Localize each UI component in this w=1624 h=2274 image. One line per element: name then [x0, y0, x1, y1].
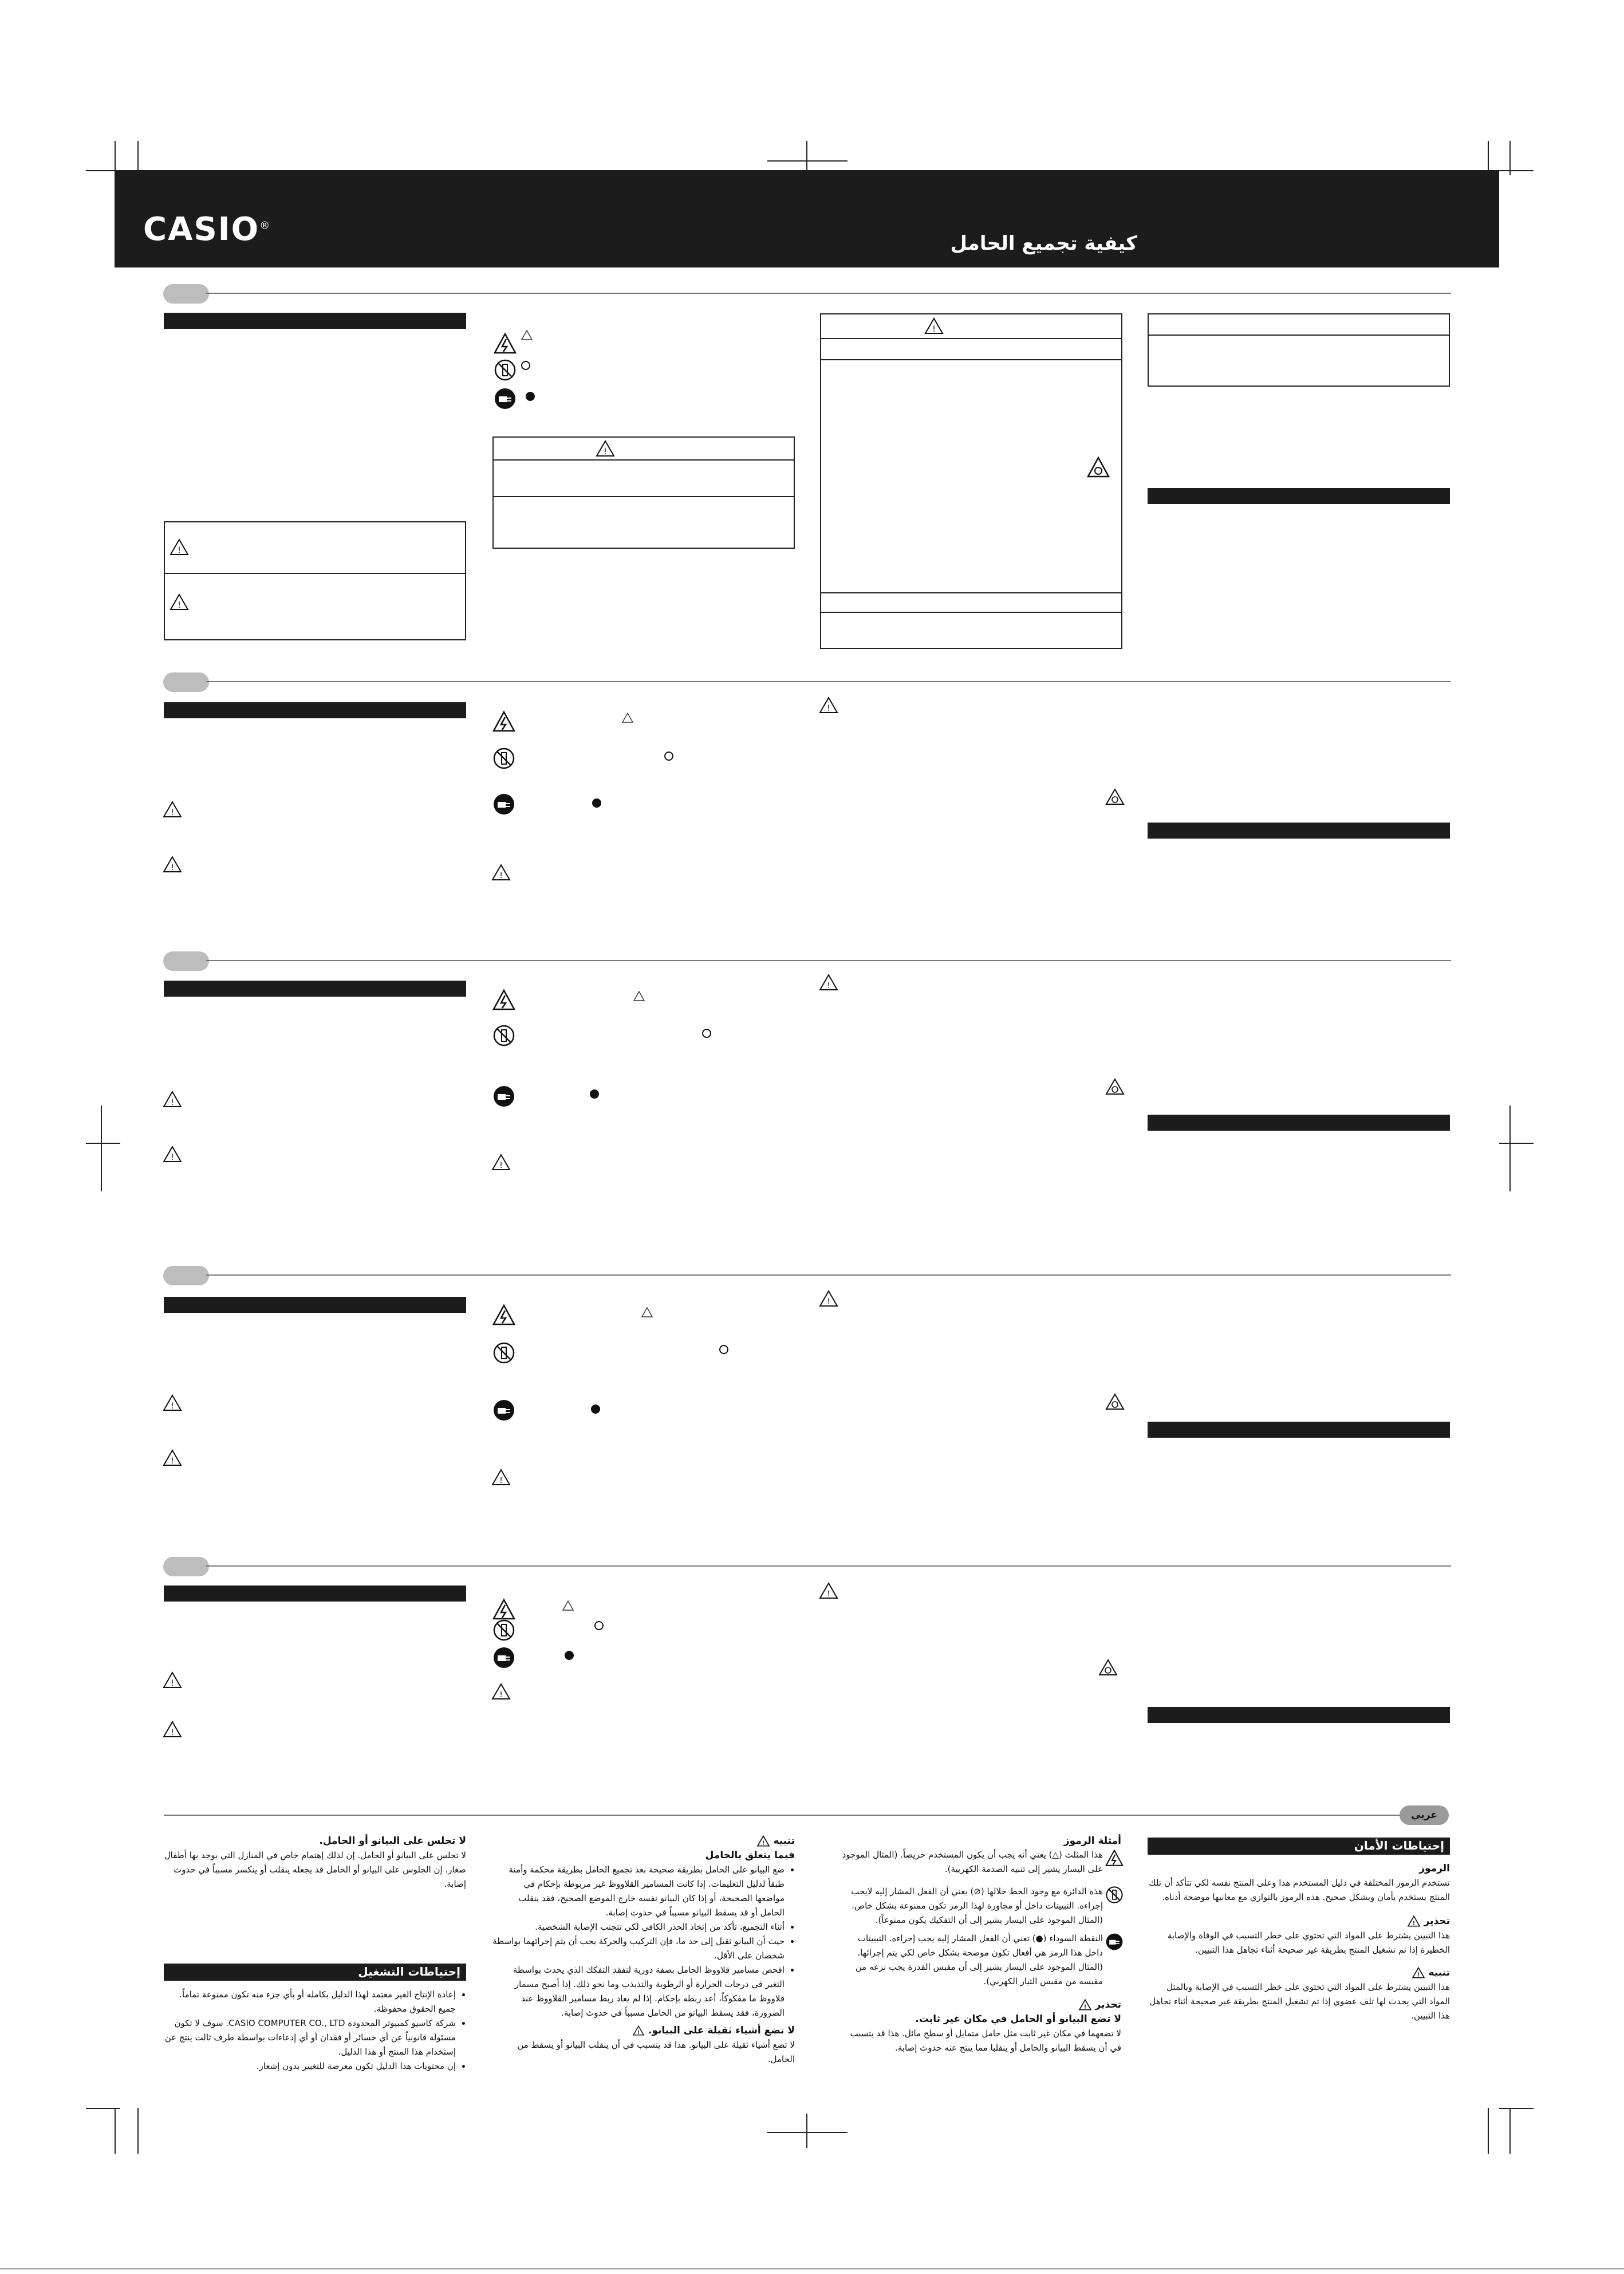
- notice-box: [1148, 313, 1450, 387]
- list-item: • شركة كاسيو كمبيوتر المحدودة CASIO COMPUTER CO., LTD. سوف لا تكون مسئولة قانونياً عن أي خسائر أو فقدان أو أي إدعاءات بواسطة طرف ثالث ينتج عن إستخدام هذا المنتج أو هذا الدليل.: [164, 2016, 456, 2059]
- stand-heading: فيما يتعلق بالحامل: [705, 1850, 795, 1861]
- svg-text:!: !: [171, 1457, 174, 1466]
- mandatory-dot-icon: [591, 1404, 600, 1414]
- caution-text: هذا التبيين يشترط على المواد التي تحتوي على خطر التسبب في الإصابة وبالمثل المواد التي يحدث لها تلف عضوي إذا تم تشغيل المنتج بطريقة غير صحيحة أثناء تجاهل هذا التبيين.: [1149, 1982, 1450, 2021]
- svg-text:!: !: [499, 1161, 503, 1170]
- hand-pinch-icon: [1105, 788, 1125, 805]
- list-item: • إعادة الإنتاج الغير معتمد لهذا الدليل بكامله أو بأي جزء منه تكون ممنوعة تماماً. جميع الحقوق محفوظة.: [164, 1988, 456, 2016]
- warning-triangle-icon: [622, 713, 633, 723]
- unplug-icon: [494, 387, 517, 410]
- hand-pinch-icon: [1087, 456, 1110, 479]
- example-3: النقطة السوداء (●) تعني أن الفعل المشار إليه يجب إجراءه. التبيينات داخل هذا الرمز هي أفعال تكون موضحة بشكل خاص لكي يتم إجرائها. (المثال الموجود على اليسار يشير إلى أن مقبس القدرة يجب نزعه من مقبسه من مقبس التيار الكهربي).: [855, 1933, 1103, 1986]
- svg-text:!: !: [932, 325, 936, 334]
- crop-mark: [1488, 2108, 1489, 2154]
- crop-mark: [806, 2114, 807, 2148]
- section-heading-bar: [1148, 1115, 1450, 1131]
- examples-heading: أمثلة الرموز: [1063, 1835, 1121, 1847]
- electric-shock-icon: [1105, 1849, 1124, 1867]
- svg-text:!: !: [171, 863, 174, 872]
- warning-triangle-icon: [163, 1449, 182, 1466]
- unplug-icon: [1105, 1933, 1124, 1951]
- section-pill: [163, 1557, 209, 1576]
- warning-triangle-icon: [1078, 1999, 1092, 2011]
- svg-text:!: !: [637, 2029, 640, 2035]
- section-heading-bar: [164, 1297, 466, 1313]
- electric-shock-icon: [492, 1304, 515, 1327]
- section-heading-bar: [164, 1585, 466, 1602]
- section-pill: [163, 672, 209, 692]
- warning-triangle-icon: [163, 1091, 182, 1108]
- crop-mark: [1499, 170, 1534, 171]
- list-item: • حيث أن البيانو ثقيل إلى حد ما، فإن التركيب والحركة يجب أن يتم إجرائهما بواسطة شخصان على الأقل.: [492, 1934, 785, 1963]
- warning-triangle-icon: [1412, 1967, 1425, 1978]
- hand-pinch-icon: [1105, 1393, 1125, 1410]
- section-divider: [206, 293, 1451, 294]
- prohibition-icon: [702, 1029, 711, 1038]
- document-title: كيفية تجميع الحامل: [950, 232, 1137, 255]
- crop-mark: [1509, 2108, 1511, 2154]
- svg-text:!: !: [171, 808, 174, 817]
- warning-triangle-icon: [819, 697, 838, 714]
- unstable-heading: لا تضع البيانو أو الحامل في مكان غير ثابت.: [915, 2013, 1121, 2025]
- section-pill: [163, 284, 209, 304]
- example-2: هذه الدائرة مع وجود الخط خلالها (⊘) يعني أن الفعل المشار إليه لايجب إجراءه. التبيينات داخل أو مجاورة لهذا الرمز تكون ممنوعة بشكل خاص. (المثال الموجود على اليسار يشير إلى أن التفكيك يكون ممنوعاً).: [851, 1886, 1103, 1925]
- caution2-heading: تنبيه !: [492, 1834, 795, 1848]
- unplug-icon: [492, 793, 515, 816]
- warning-triangle-icon: [819, 1290, 838, 1307]
- svg-text:!: !: [604, 447, 607, 457]
- svg-text:!: !: [762, 1840, 764, 1847]
- svg-text:!: !: [1412, 1920, 1415, 1927]
- section-heading-bar: [1148, 1707, 1450, 1723]
- prohibition-icon: [521, 361, 530, 370]
- warning-triangle-icon: [1407, 1915, 1421, 1927]
- electric-shock-icon: [492, 710, 515, 733]
- crop-mark: [101, 1105, 102, 1191]
- list-item: • ضع البيانو على الحامل بطريقة صحيحة بعد تجميع الحامل بطريقة محكمة وأمنة طبقاً لدليل التعليمات. إذا كانت المسامير القلاووظ غير مربوطة بإحكام في مواضعها الصحيحة، أو إذا كان البيانو نفسه خارج الموضع الصحيح، فقد ينقلب الحامل أو قد يسقط البيانو مسبباً في حدوث إصابة.: [492, 1863, 785, 1920]
- box-divider: [1148, 335, 1450, 336]
- page-bottom-rule: [0, 2268, 1624, 2269]
- warning-text: هذا التبيين يشترط على المواد التي تحتوي على خطر التسبب في الوفاة والإصابة الخطيرة إذا تم تشغيل المنتج بطريقة غير صحيحة أثناء تجاهل هذا التبيين.: [1167, 1930, 1450, 1955]
- warning-triangle-icon: [170, 538, 189, 556]
- warning-triangle-icon: [596, 440, 615, 457]
- caution-heading: تنبيه !: [1148, 1966, 1450, 1980]
- mandatory-dot-icon: [526, 392, 535, 401]
- warning-box: [164, 521, 466, 640]
- no-disassembly-icon: [1105, 1886, 1124, 1904]
- language-badge: عربي: [1400, 1805, 1449, 1825]
- stand-bullets: [492, 1863, 795, 2020]
- no-disassembly-icon: [494, 359, 517, 381]
- section-divider: [206, 960, 1451, 961]
- svg-text:!: !: [499, 1476, 503, 1485]
- no-disassembly-icon: [492, 1619, 515, 1642]
- list-item: • افحص مسامير قلاووظ الحامل بصفة دورية لتفقد التفكك الذي يحدث بواسطة التغير في درجات الحرارة أو الرطوبة والتذبذب وما نحو ذلك. إذا أصبح مسمار قلاووظ ما مفكوكاً، أعد ربطه بإحكام. إذا لم يعاد ربط مسامير القلاووظ عند الضرورة، فقد يسقط البيانو من الحامل مسبباً في حدوث إصابة.: [492, 1963, 785, 2020]
- crop-mark: [1509, 1105, 1511, 1191]
- section-divider: [206, 1565, 1451, 1567]
- prohibition-icon: [594, 1621, 604, 1630]
- unplug-icon: [492, 1085, 515, 1108]
- svg-text:!: !: [827, 981, 830, 990]
- box-divider: [820, 338, 1122, 339]
- crop-mark: [115, 2108, 116, 2154]
- warning-triangle-icon: [491, 864, 511, 881]
- brand-logo: CASIO®: [143, 211, 271, 248]
- svg-text:!: !: [1083, 2004, 1086, 2011]
- warning-triangle-icon: [170, 593, 189, 611]
- svg-text:!: !: [171, 1402, 174, 1411]
- crop-mark: [1499, 2108, 1534, 2109]
- stand-caution: [492, 1834, 795, 2067]
- svg-text:!: !: [827, 1590, 830, 1599]
- box-divider: [492, 459, 795, 461]
- warning-triangle-icon: [562, 1600, 574, 1611]
- symbols-block: [1148, 1862, 1450, 1905]
- section-divider: [206, 1274, 1451, 1276]
- section-heading-bar: [164, 981, 466, 997]
- svg-text:!: !: [499, 1690, 503, 1699]
- warning-triangle-icon: [163, 1671, 182, 1689]
- unplug-icon: [492, 1646, 515, 1669]
- warning-triangle-icon: [163, 1394, 182, 1411]
- svg-text:!: !: [827, 1297, 830, 1307]
- sit-heading: لا تجلس على البيانو أو الحامل.: [319, 1835, 466, 1847]
- warning-triangle-icon: [641, 1307, 653, 1317]
- section-heading-bar: [164, 702, 466, 718]
- caution-box: [492, 436, 795, 549]
- list-item: • إن محتويات هذا الدليل تكون معرضة للتغيير بدون إشعار.: [164, 2059, 456, 2074]
- prohibition-icon: [664, 752, 673, 761]
- section-heading-bar: [1148, 488, 1450, 504]
- section-heading-bar: [164, 313, 466, 329]
- svg-text:!: !: [1417, 1972, 1420, 1978]
- symbols-text: تستخدم الرموز المختلفة في دليل المستخدم هذا وعلى المنتج نفسه لكي تتأكد أن تلك المنتج يستخدم بأمان وبشكل صحيح. هذه الرموز بالتوازي مع معانيها موضحة أدناه.: [1149, 1878, 1450, 1902]
- section-heading-bar: [1148, 1422, 1450, 1438]
- crop-mark: [767, 2132, 848, 2133]
- section-divider: [206, 681, 1451, 682]
- warning-box: [820, 313, 1122, 649]
- warning-heading: تحذير !: [1148, 1914, 1450, 1929]
- section-pill: [163, 1266, 209, 1285]
- no-disassembly-icon: [492, 1024, 515, 1047]
- warning-triangle-icon: [819, 974, 838, 991]
- crop-mark: [137, 2108, 139, 2154]
- caution-definition: [1148, 1966, 1450, 2023]
- warning-triangle-icon: [819, 1582, 838, 1599]
- svg-text:!: !: [178, 546, 181, 555]
- warning-triangle-icon: [163, 1146, 182, 1163]
- warning-triangle-icon: [163, 1721, 182, 1738]
- header-band: [115, 170, 1499, 267]
- unstable-warning: [842, 1998, 1121, 2055]
- warning-triangle-icon: [491, 1154, 511, 1171]
- warning-triangle-icon: [163, 801, 182, 818]
- warning-triangle-icon: [521, 330, 533, 340]
- warning-triangle-icon: [633, 991, 645, 1001]
- hand-pinch-icon: [1105, 1078, 1125, 1095]
- warning2-heading: تحذير !: [842, 1998, 1121, 2012]
- heavy-heading: لا تضع أشياء ثقيلة على البيانو. !: [492, 2024, 795, 2038]
- sit-warning: [164, 1834, 466, 1891]
- crop-mark: [767, 160, 848, 162]
- crop-mark: [86, 2108, 120, 2109]
- section-heading-bar: [1148, 823, 1450, 839]
- section-pill: [163, 951, 209, 971]
- operating-precautions: [164, 1988, 466, 2074]
- mandatory-dot-icon: [592, 798, 601, 808]
- electric-shock-icon: [494, 332, 517, 355]
- warning-triangle-icon: [632, 2025, 645, 2036]
- warning-triangle-icon: [163, 856, 182, 873]
- heavy-text: لا تضع أشياء ثقيلة على البيانو. هذا قد يتسبب في أن ينقلب البيانو أو يسقط من الحامل.: [517, 2040, 795, 2064]
- no-disassembly-icon: [492, 747, 515, 770]
- safety-heading-bar: إحتياطات الأمان: [1148, 1838, 1450, 1855]
- svg-text:!: !: [171, 1728, 174, 1737]
- box-divider: [820, 612, 1122, 613]
- mandatory-dot-icon: [565, 1651, 574, 1660]
- svg-text:!: !: [499, 871, 503, 880]
- symbol-examples: [819, 1834, 1121, 1848]
- unstable-text: لا تضعهما في مكان غير ثابت مثل حامل متمايل أو سطح مائل. هذا قد يتسبب في أن يسقط البيانو والحامل أو ينقلبا مما ينتج عنه حدوث إصابة.: [850, 2028, 1121, 2053]
- warning-definition: [1148, 1914, 1450, 1957]
- operating-bullets: [164, 1988, 466, 2074]
- operating-heading-bar: إحتياطات التشغيل: [164, 1964, 466, 1981]
- unplug-icon: [492, 1399, 515, 1422]
- section-divider: [164, 1815, 1412, 1816]
- electric-shock-icon: [492, 989, 515, 1012]
- no-disassembly-icon: [492, 1341, 515, 1364]
- box-divider: [820, 359, 1122, 360]
- box-divider: [492, 496, 795, 497]
- box-divider: [164, 573, 466, 574]
- svg-text:!: !: [171, 1153, 174, 1162]
- crop-mark: [1499, 1143, 1534, 1144]
- warning-triangle-icon: [756, 1835, 770, 1847]
- prohibition-icon: [719, 1345, 728, 1354]
- symbols-heading: الرموز: [1419, 1863, 1450, 1874]
- list-item: • أثناء التجميع، تأكد من إتخاذ الحذر الكافي لكي تتجنب الإصابة الشخصية.: [492, 1920, 785, 1934]
- warning-triangle-icon: [491, 1683, 511, 1700]
- svg-text:!: !: [827, 704, 830, 713]
- mandatory-dot-icon: [590, 1089, 599, 1099]
- warning-triangle-icon: [491, 1469, 511, 1486]
- example-1: هذا المثلث (△) يعني أنه يجب أن يكون المستخدم حريصاً. (المثال الموجود على اليسار يشير إلى تنبيه الصدمة الكهربية).: [842, 1850, 1103, 1874]
- warning-triangle-icon: [924, 317, 944, 335]
- svg-text:!: !: [178, 601, 181, 610]
- box-divider: [820, 592, 1122, 593]
- electric-shock-icon: [492, 1598, 515, 1621]
- svg-text:!: !: [171, 1679, 174, 1688]
- svg-text:!: !: [171, 1098, 174, 1107]
- hand-pinch-icon: [1098, 1659, 1118, 1676]
- sit-text: لا تجلس على البيانو أو الحامل. إن لذلك إهتمام خاص في المنازل التي يوجد بها أطفال صغار. إن الجلوس على البيانو أو الحامل قد يجعله ينقلب أو ينكسر مسبباً في حدوث إصابة.: [164, 1850, 466, 1889]
- crop-mark: [86, 1143, 120, 1144]
